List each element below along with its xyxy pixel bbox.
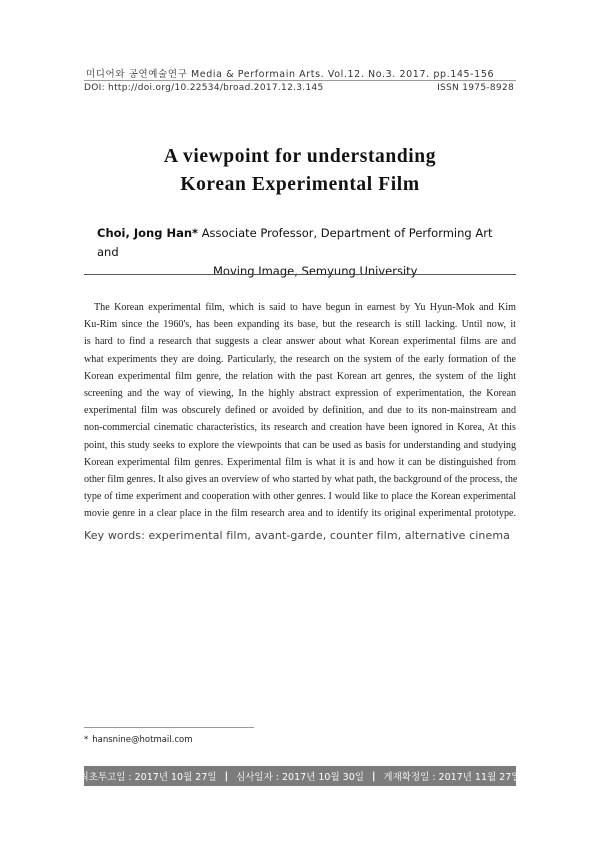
issn-number: ISSN 1975-8928 [437,83,514,93]
paper-title-line-1: A viewpoint for understanding [163,146,437,167]
abstract-line: point, this study seeks to explore the viewpoints that can be used as basis for understanding and studying [84,439,516,451]
author-line-1 [97,224,517,262]
footnote-divider [84,727,254,728]
author-affiliation-2: Moving Image, Semyung University [213,264,418,278]
abstract-line: Korean experimental film genres. Experimental film is what it is and how it can be distinguished from [84,456,516,468]
doi-link[interactable]: DOI: http://doi.org/10.22534/broad.2017.12.3.145 [84,83,324,93]
author-affiliation-1: Associate Professor, Department of Performing Art and [97,226,493,259]
abstract-line: other film genres. It also gives an overview of who started by what path, the background of the process, the [84,474,518,486]
date-separator-1: | [224,770,229,782]
abstract-line: The Korean experimental film, which is said to have begun in earnest by Yu Hyun-Mok and Kim [94,302,516,313]
abstract-line: screening and the way of viewing, In the highly abstract expression of experimentation, the Korean [84,388,516,400]
abstract-line: type of time experiment and cooperation with other genres. I would like to place the Korean experimental [84,491,516,503]
footnote-mark: * [84,735,89,745]
abstract-line: Korean experimental film genre, the relation with the past Korean art genres, the system of the light [84,370,516,382]
date-separator-2: | [371,770,376,782]
journal-citation: 미디어와 공연예술연구 Media & Performain Arts. Vol.12. No.3. 2017. pp.145-156 [86,69,495,80]
author-name: Choi, Jong Han* [97,226,199,240]
first-submission-date: 최초투고일 : 2017년 10월 27일 [79,772,217,783]
keywords: Key words: experimental film, avant-garde, counter film, alternative cinema [84,529,510,542]
paper-title-line-2: Korean Experimental Film [180,174,420,195]
abstract [84,299,516,523]
acceptance-date: 게재확정일 : 2017년 11월 27일 [383,772,521,783]
abstract-line: experimental film was obscurely defined or avoided by definition, and due to its non-mainstream and [84,405,516,417]
abstract-line: what experiments they are doing. Particularly, the research on the system of the early formation of the [84,353,516,365]
review-date: 심사일자 : 2017년 10월 30일 [236,772,364,783]
author-block [97,224,517,281]
footnote-email[interactable]: hansnine@hotmail.com [92,735,193,745]
abstract-line: movie genre in a clear place in the film research area and to identify its original experimental prototype. [84,508,516,520]
title-divider [84,274,516,275]
footnote [84,735,193,745]
abstract-line: is hard to find a research that suggests a clear answer about what Korean experimental films are and [84,336,516,348]
submission-dates-bar [79,766,521,786]
header-divider [84,80,516,81]
abstract-line: Ku-Rim since the 1960's, has been expanding its base, but the research is still lacking. Until now, it [84,319,516,331]
abstract-line: non-commercial cinematic characteristics, its research and creation have been ignored in Korea, At this [84,422,516,434]
